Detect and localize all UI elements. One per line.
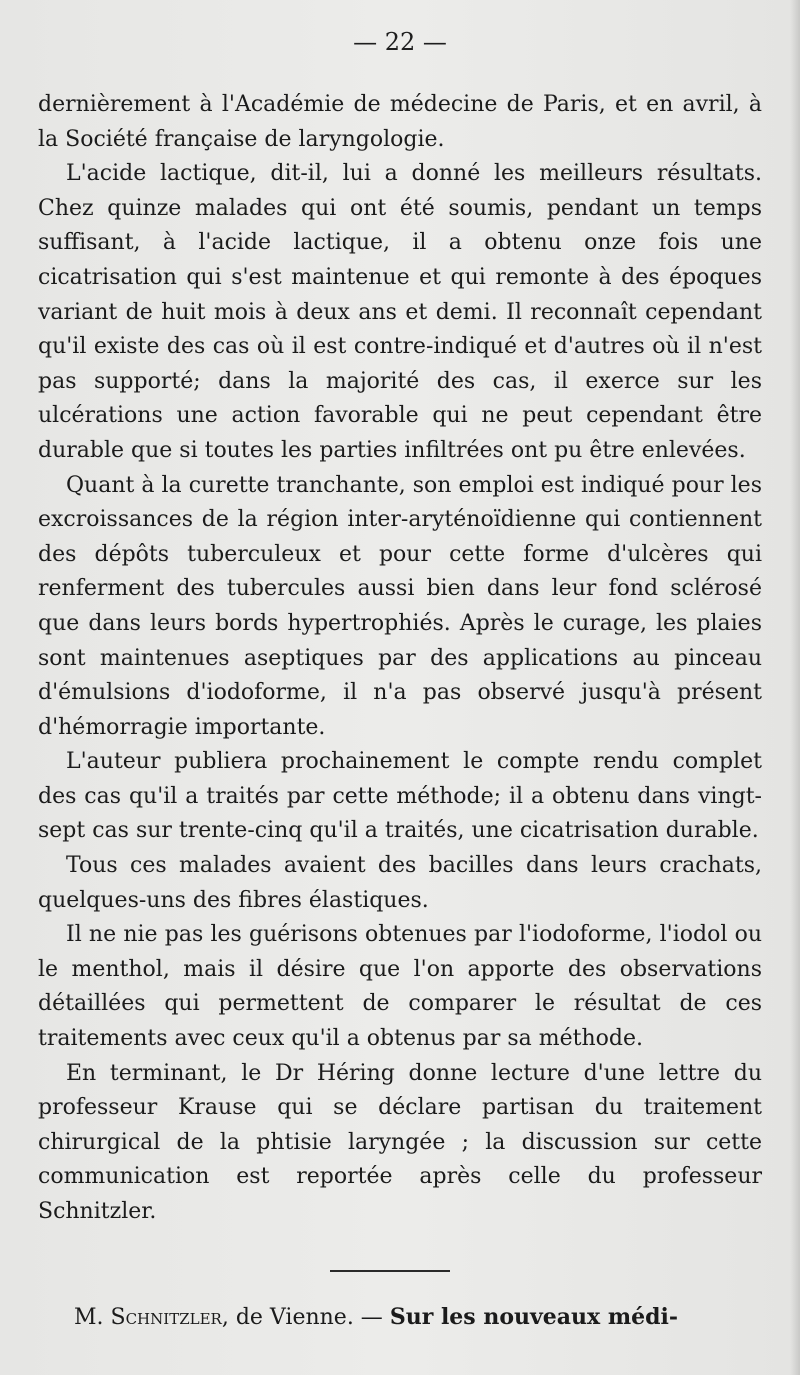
paragraph-5: Tous ces malades avaient des bacilles dans leurs crachats, quelques-uns des fibres élastiques. [38, 853, 762, 913]
section-divider [330, 1270, 450, 1272]
page-number: — 22 — [353, 28, 447, 56]
next-section-heading [38, 1300, 762, 1335]
paragraph-4: L'auteur publiera prochainement le compte rendu complet des cas qu'il a traités par cette méthode; il a obtenu dans vingt-sept cas sur trente-cinq qu'il a traités, une cicatrisation durable. [38, 749, 762, 844]
paragraph-2: L'acide lactique, dit-il, lui a donné les meilleurs résultats. Chez quinze malades qui ont été soumis, pendant un temps suffisant, à l'acide lactique, il a obtenu onze fois une cicatrisation qui s'est maintenue et qui remonte à des époques variant de huit mois à deux ans et demi. Il reconnaît cependant qu'il existe des cas où il est contre-indiqué et d'autres où il n'est pas supporté; dans la majorité des cas, il exerce sur les ulcérations une action favorable qui ne peut cependant être durable que si toutes les parties infiltrées ont pu être enlevées. [38, 161, 762, 463]
paragraph-7: En terminant, le Dr Héring donne lecture d'une lettre du professeur Krause qui se déclare partisan du traitement chirurgical de la phtisie laryngée ; la discussion sur cette communication est reportée après celle du professeur Schnitzler. [38, 1060, 762, 1224]
section-author: M. Schnitzler [74, 1305, 222, 1330]
paragraph-3: Quant à la curette tranchante, son emploi est indiqué pour les excroissances de la région inter-aryténoïdienne qui contiennent des dépôts tuberculeux et pour cette forme d'ulcères qui renferment des tubercules aussi bien dans leur fond sclérosé que dans leurs bords hypertrophiés. Après le curage, les plaies sont maintenues aseptiques par des applications au pinceau d'émulsions d'iodoforme, il n'a pas observé jusqu'à présent d'hémorragie importante. [38, 472, 762, 740]
section-place: , de Vienne. — [221, 1305, 390, 1330]
paragraph-1: dernièrement à l'Académie de médecine de Paris, et en avril, à la Société française de laryngologie. [38, 92, 762, 152]
body-text [38, 88, 762, 1230]
section-title: Sur les nouveaux médi- [389, 1304, 678, 1330]
paragraph-6: Il ne nie pas les guérisons obtenues par l'iodoforme, l'iodol ou le menthol, mais il désire que l'on apporte des observations détaillées qui permettent de comparer le résultat de ces traitements avec ceux qu'il a obtenus par sa méthode. [38, 922, 762, 1052]
